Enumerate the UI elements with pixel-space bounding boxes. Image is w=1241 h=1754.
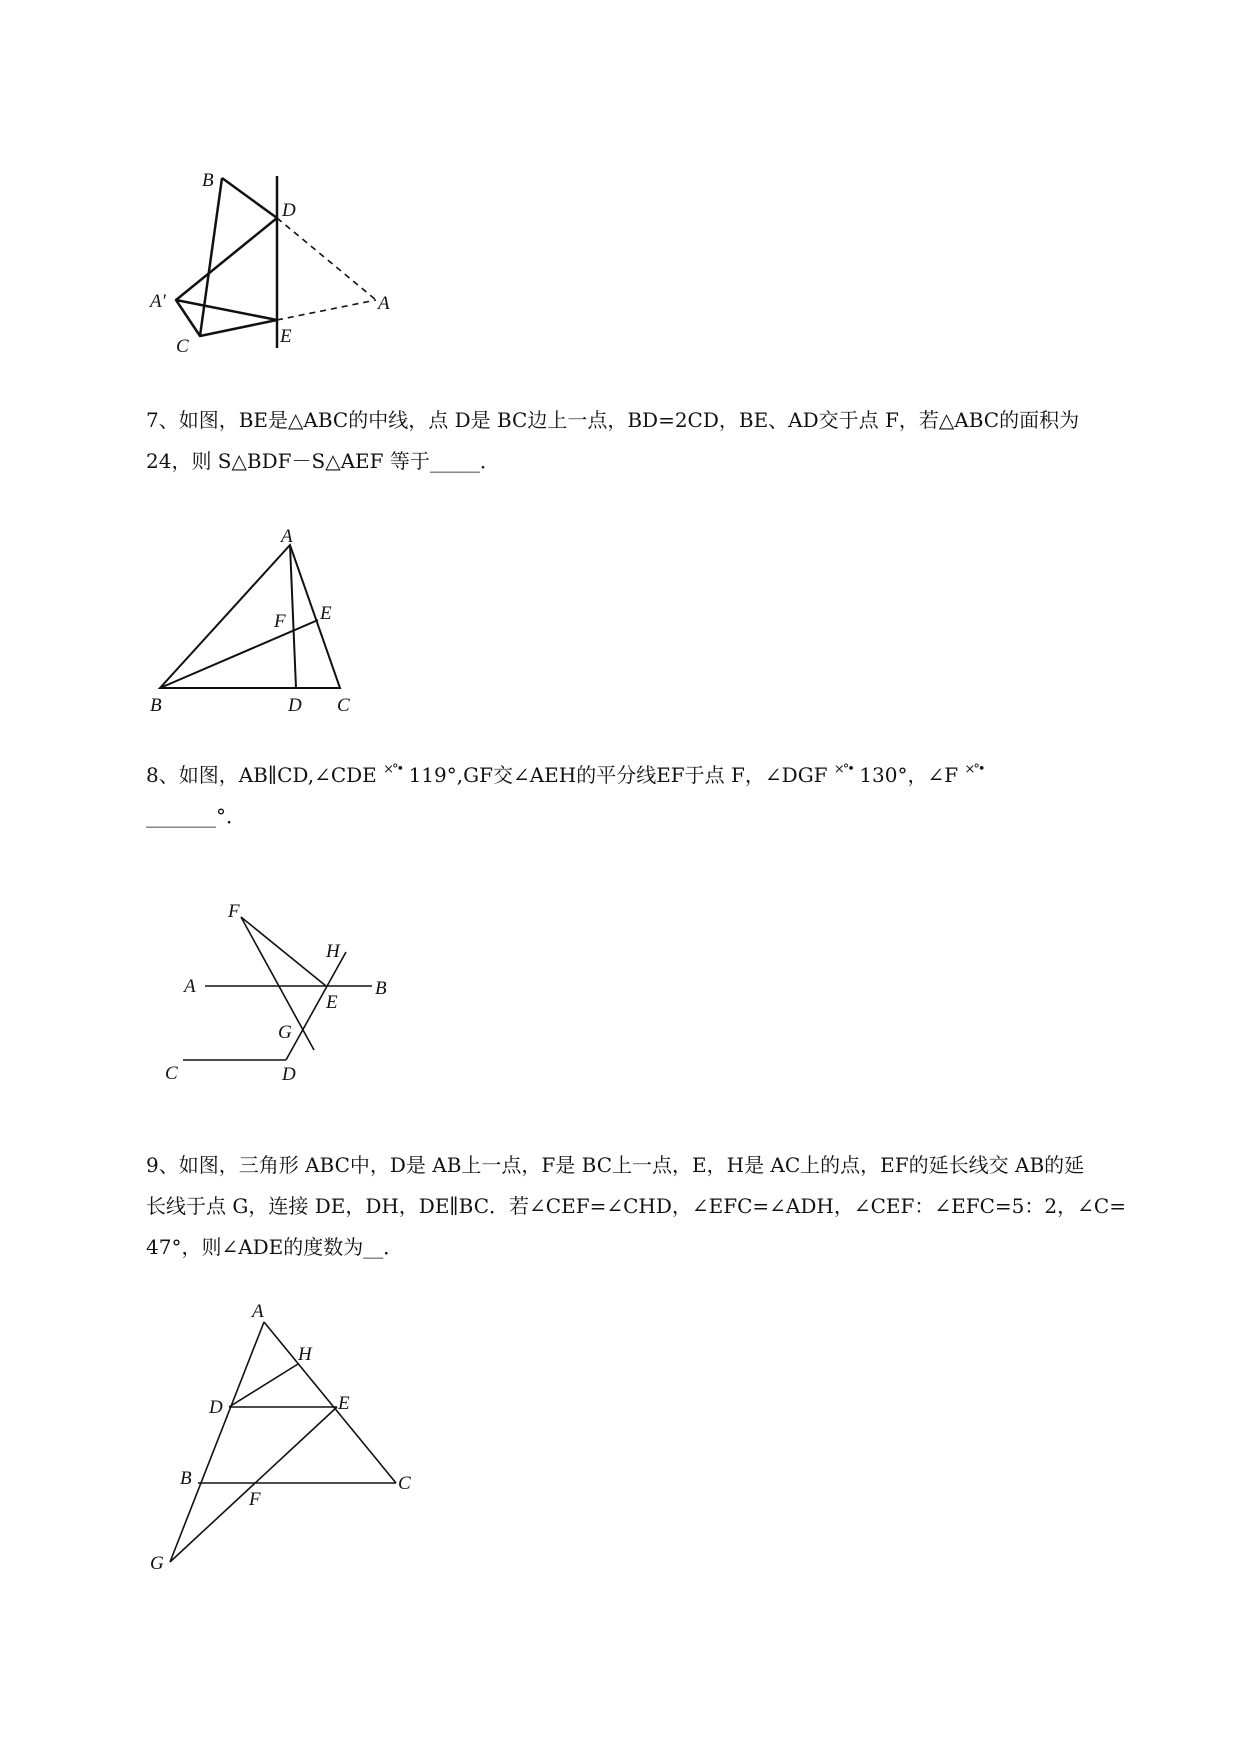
question-8-text-c: 130°，∠F — [859, 763, 959, 787]
label-a: A — [281, 526, 293, 547]
label-h: H — [298, 1344, 312, 1365]
symbol-mark: ×°• — [964, 762, 984, 777]
question-8-text-b: 119°,GF交∠AEH的平分线EF于点 F，∠DGF — [408, 763, 828, 787]
label-d: D — [288, 695, 302, 716]
label-c: C — [398, 1473, 411, 1494]
symbol-mark: ×°• — [833, 762, 853, 777]
label-a: A — [184, 976, 196, 997]
label-a-prime: A′ — [150, 291, 166, 312]
side-ac — [264, 1322, 396, 1483]
question-7 — [146, 400, 1146, 482]
label-c: C — [165, 1063, 178, 1084]
label-b: B — [375, 978, 387, 999]
label-g: G — [150, 1553, 164, 1574]
question-8 — [146, 755, 1146, 837]
question-9-line-2: 长线于点 G，连接 DE，DH，DE∥BC．若∠CEF=∠CHD，∠EFC=∠ADH，∠CEF：∠EFC=5：2，∠C= — [146, 1194, 1126, 1218]
question-8-text-a: 8、如图，AB∥CD,∠CDE — [146, 763, 377, 787]
label-h: H — [326, 941, 340, 962]
question-9 — [146, 1145, 1146, 1268]
label-e: E — [338, 1393, 350, 1414]
label-f: F — [249, 1489, 261, 1510]
figure-fold-triangle — [140, 160, 420, 360]
label-a: A — [378, 293, 390, 314]
label-e: E — [320, 603, 332, 624]
label-e: E — [280, 326, 292, 347]
label-e: E — [326, 992, 338, 1013]
label-f: F — [228, 901, 240, 922]
figure-triangle-abc-median — [140, 520, 380, 720]
symbol-mark: ×°• — [383, 762, 403, 777]
label-b: B — [202, 170, 214, 191]
question-9-line-3: 47°，则∠ADE的度数为__． — [146, 1235, 404, 1259]
triangle-a-prime-dc — [176, 178, 277, 336]
label-g: G — [278, 1022, 292, 1043]
question-8-line-2: _______°． — [146, 804, 246, 828]
label-d: D — [282, 1064, 296, 1085]
question-8-line-1 — [146, 755, 1146, 796]
question-7-line-2: 24，则 S△BDF－S△AEF 等于_____． — [146, 449, 500, 473]
line-fe — [241, 917, 326, 986]
figure-triangle-abc-extended — [140, 1290, 430, 1580]
segment-eg — [170, 1407, 337, 1562]
question-7-line-1: 7、如图，BE是△ABC的中线，点 D是 BC边上一点，BD=2CD，BE、AD交于点 F，若△ABC的面积为 — [146, 408, 1080, 432]
label-c: C — [176, 336, 189, 357]
segment-ad — [290, 545, 296, 688]
label-c: C — [337, 695, 350, 716]
dashed-da — [277, 218, 376, 300]
label-d: D — [282, 200, 296, 221]
segment-bc — [200, 178, 222, 336]
label-f: F — [274, 611, 286, 632]
side-ag — [170, 1322, 264, 1562]
label-d: D — [209, 1397, 223, 1418]
triangle-abc — [160, 545, 340, 688]
label-a: A — [252, 1301, 264, 1322]
question-9-line-1: 9、如图，三角形 ABC中，D是 AB上一点，F是 BC上一点，E，H是 AC上的点，EF的延长线交 AB的延 — [146, 1153, 1085, 1177]
dashed-ea — [277, 300, 376, 320]
figure-parallel-lines — [150, 895, 410, 1095]
label-b: B — [150, 695, 162, 716]
label-b: B — [180, 1468, 192, 1489]
